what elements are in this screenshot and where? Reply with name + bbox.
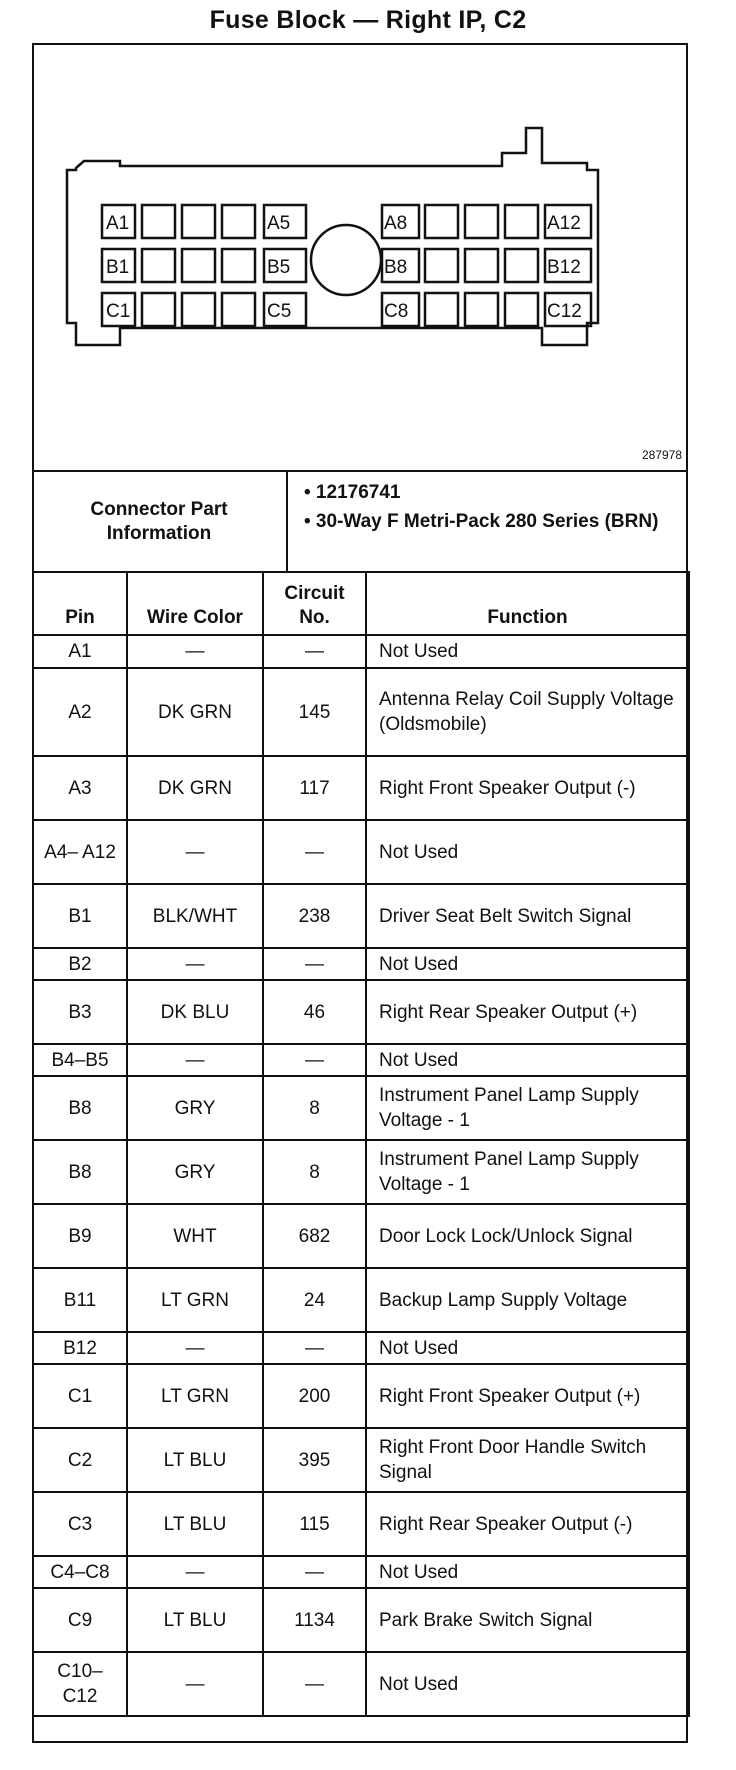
cavity-row-a: [102, 205, 591, 238]
circuit-cell: 8: [263, 1140, 366, 1204]
pin-cell: B12: [33, 1332, 127, 1364]
wire-color-cell: —: [127, 635, 263, 668]
cavity-label-b5: B5: [267, 257, 291, 278]
wire-color-cell: —: [127, 1044, 263, 1076]
pin-cell: C2: [33, 1428, 127, 1492]
function-cell: Not Used: [366, 1652, 689, 1716]
part-number: • 12176741: [304, 482, 401, 503]
table-header-row: [33, 572, 689, 635]
table-row: [33, 1556, 689, 1588]
header-wire-color: Wire Color: [127, 572, 263, 635]
wire-color-cell: —: [127, 1332, 263, 1364]
circuit-cell: —: [263, 948, 366, 980]
function-cell: Not Used: [366, 1044, 689, 1076]
pin-cell: C3: [33, 1492, 127, 1556]
function-cell: Instrument Panel Lamp Supply Voltage - 1: [366, 1140, 689, 1204]
pin-cell: A3: [33, 756, 127, 820]
connector-outline: [67, 128, 598, 345]
circuit-cell: 115: [263, 1492, 366, 1556]
connector-info-heading-line2: Information: [106, 522, 212, 544]
function-cell: Not Used: [366, 820, 689, 884]
circuit-cell: 145: [263, 668, 366, 756]
cavity-label-c12: C12: [547, 301, 582, 322]
cavity-label-b12: B12: [547, 257, 581, 278]
connector-face-drawing: [32, 43, 688, 470]
table-row: [33, 668, 689, 756]
pin-cell: C9: [33, 1588, 127, 1652]
function-cell: Antenna Relay Coil Supply Voltage (Oldsmobile): [366, 668, 689, 756]
wire-color-cell: GRY: [127, 1140, 263, 1204]
connector-type: • 30-Way F Metri-Pack 280 Series (BRN): [304, 511, 659, 532]
pin-cell: B9: [33, 1204, 127, 1268]
wire-color-cell: LT BLU: [127, 1428, 263, 1492]
wire-color-cell: GRY: [127, 1076, 263, 1140]
wire-color-cell: —: [127, 820, 263, 884]
table-row: [33, 1652, 689, 1716]
cavity-row-b: [102, 249, 591, 282]
table-row: [33, 1268, 689, 1332]
pin-cell: C1: [33, 1364, 127, 1428]
function-cell: Right Rear Speaker Output (+): [366, 980, 689, 1044]
table-row: [33, 635, 689, 668]
function-cell: Not Used: [366, 1332, 689, 1364]
table-row: [33, 980, 689, 1044]
cavity-label-a5: A5: [267, 213, 291, 234]
cavity-row-c: [102, 293, 591, 326]
header-pin: Pin: [33, 572, 127, 635]
function-cell: Not Used: [366, 948, 689, 980]
pin-cell: B8: [33, 1140, 127, 1204]
wire-color-cell: LT GRN: [127, 1268, 263, 1332]
table-row: [33, 756, 689, 820]
wire-color-cell: DK GRN: [127, 668, 263, 756]
wire-color-cell: LT BLU: [127, 1492, 263, 1556]
circuit-cell: —: [263, 1652, 366, 1716]
wire-color-cell: WHT: [127, 1204, 263, 1268]
pin-cell: A4– A12: [33, 820, 127, 884]
center-post: [311, 225, 381, 295]
pin-cell: B8: [33, 1076, 127, 1140]
table-row: [33, 1588, 689, 1652]
wire-color-cell: —: [127, 948, 263, 980]
table-row: [33, 1492, 689, 1556]
pin-cell: C4–C8: [33, 1556, 127, 1588]
circuit-cell: 395: [263, 1428, 366, 1492]
pin-cell: B1: [33, 884, 127, 948]
header-function: Function: [366, 572, 689, 635]
table-row: [33, 1140, 689, 1204]
table-row: [33, 948, 689, 980]
table-row: [33, 1428, 689, 1492]
circuit-cell: 682: [263, 1204, 366, 1268]
pin-cell: C10– C12: [33, 1652, 127, 1716]
circuit-cell: 46: [263, 980, 366, 1044]
cavity-label-c5: C5: [267, 301, 292, 322]
circuit-cell: —: [263, 1044, 366, 1076]
wire-color-cell: LT GRN: [127, 1364, 263, 1428]
pinout-table: [32, 571, 690, 1717]
header-circuit-no: Circuit No.: [263, 572, 366, 635]
function-cell: Right Front Speaker Output (+): [366, 1364, 689, 1428]
cavity-label-b1: B1: [106, 257, 130, 278]
wire-color-cell: DK BLU: [127, 980, 263, 1044]
wire-color-cell: DK GRN: [127, 756, 263, 820]
pin-cell: A1: [33, 635, 127, 668]
table-row: [33, 1076, 689, 1140]
function-cell: Park Brake Switch Signal: [366, 1588, 689, 1652]
pin-cell: B4–B5: [33, 1044, 127, 1076]
function-cell: Door Lock Lock/Unlock Signal: [366, 1204, 689, 1268]
table-row: [33, 1204, 689, 1268]
pin-cell: B2: [33, 948, 127, 980]
wire-color-cell: —: [127, 1556, 263, 1588]
table-row: [33, 1044, 689, 1076]
table-row: [33, 1364, 689, 1428]
circuit-cell: 238: [263, 884, 366, 948]
table-row: [33, 884, 689, 948]
connector-diagram: [32, 43, 688, 470]
pin-cell: B3: [33, 980, 127, 1044]
figure-id: 287978: [641, 448, 682, 462]
cavity-label-c8: C8: [384, 301, 409, 322]
cavity-label-a1: A1: [106, 213, 130, 234]
cavity-label-a8: A8: [384, 213, 408, 234]
cavity-label-c1: C1: [106, 301, 131, 322]
connector-info-heading: [32, 472, 288, 571]
circuit-cell: 200: [263, 1364, 366, 1428]
function-cell: Right Rear Speaker Output (-): [366, 1492, 689, 1556]
function-cell: Backup Lamp Supply Voltage: [366, 1268, 689, 1332]
function-cell: Driver Seat Belt Switch Signal: [366, 884, 689, 948]
function-cell: Right Front Door Handle Switch Signal: [366, 1428, 689, 1492]
circuit-cell: —: [263, 635, 366, 668]
table-row: [33, 1332, 689, 1364]
circuit-cell: —: [263, 820, 366, 884]
cavity-label-b8: B8: [384, 257, 408, 278]
wire-color-cell: —: [127, 1652, 263, 1716]
circuit-cell: 24: [263, 1268, 366, 1332]
function-cell: Not Used: [366, 635, 689, 668]
wire-color-cell: LT BLU: [127, 1588, 263, 1652]
table-row: [33, 820, 689, 884]
connector-part-info: [32, 470, 688, 571]
function-cell: Not Used: [366, 1556, 689, 1588]
connector-info-heading-line1: Connector Part: [90, 498, 228, 520]
circuit-cell: —: [263, 1332, 366, 1364]
function-cell: Right Front Speaker Output (-): [366, 756, 689, 820]
pin-cell: B11: [33, 1268, 127, 1332]
page-title: Fuse Block — Right IP, C2: [209, 6, 527, 34]
connector-info-bullets: [304, 480, 674, 538]
circuit-cell: —: [263, 1556, 366, 1588]
circuit-cell: 1134: [263, 1588, 366, 1652]
circuit-cell: 8: [263, 1076, 366, 1140]
cavity-label-a12: A12: [547, 213, 581, 234]
function-cell: Instrument Panel Lamp Supply Voltage - 1: [366, 1076, 689, 1140]
pin-cell: A2: [33, 668, 127, 756]
circuit-cell: 117: [263, 756, 366, 820]
wire-color-cell: BLK/WHT: [127, 884, 263, 948]
